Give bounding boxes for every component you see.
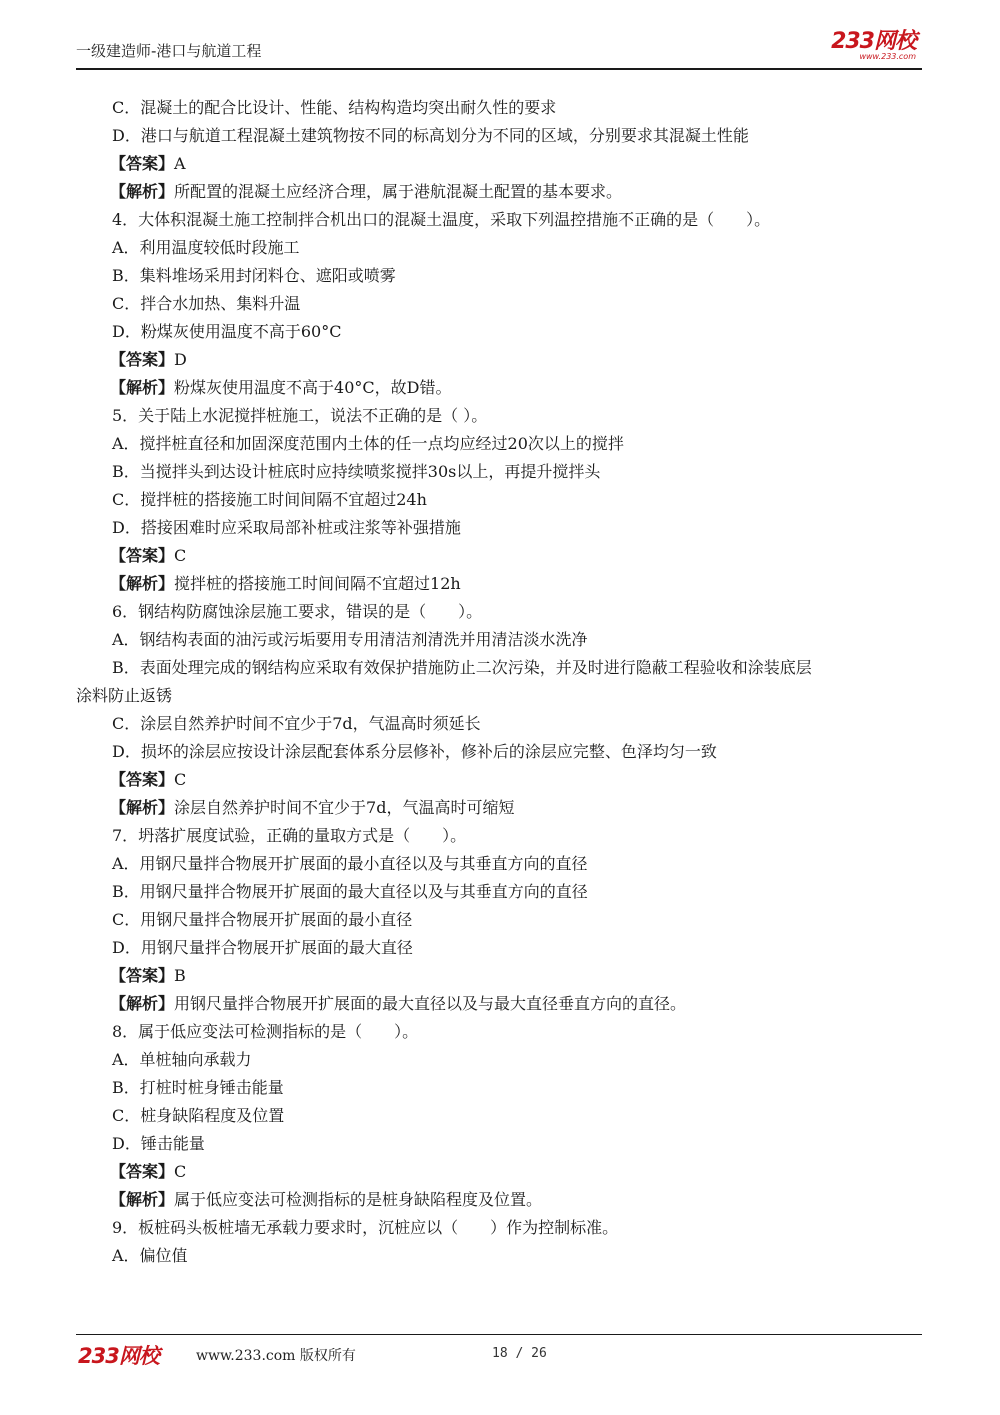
- option-line: [76, 1242, 926, 1270]
- explanation-line: [76, 570, 926, 598]
- option-line: [76, 934, 926, 962]
- line-text: A: [174, 154, 186, 173]
- line-text: D．损坏的涂层应按设计涂层配套体系分层修补，修补后的涂层应完整、色泽均匀一致: [112, 742, 717, 761]
- line-text: B．打桩时桩身锤击能量: [112, 1078, 284, 1097]
- line-text: A．钢结构表面的油污或污垢要用专用清洁剂清洗并用清洁淡水洗净: [112, 630, 588, 649]
- line-text: C．混凝土的配合比设计、性能、结构构造均突出耐久性的要求: [112, 98, 557, 117]
- line-text: C．桩身缺陷程度及位置: [112, 1106, 285, 1125]
- answer-line: [76, 346, 926, 374]
- line-text: D．粉煤灰使用温度不高于60°C: [112, 322, 342, 341]
- line-text: B．当搅拌头到达设计桩底时应持续喷浆搅拌30s以上，再提升搅拌头: [112, 462, 601, 481]
- option-line: [76, 318, 926, 346]
- answer-tag: 【答案】: [110, 350, 175, 369]
- question-line: [76, 1214, 926, 1242]
- logo-url: www.233.com: [859, 52, 916, 61]
- option-line: [76, 262, 926, 290]
- option-line: [76, 710, 926, 738]
- footer-divider: [76, 1334, 922, 1335]
- footer-logo: 233网校: [78, 1344, 159, 1368]
- question-line: [76, 402, 926, 430]
- option-line: [76, 878, 926, 906]
- question-line: [76, 206, 926, 234]
- option-continuation: [76, 682, 926, 710]
- answer-tag: 【答案】: [110, 154, 175, 173]
- line-text: C: [174, 546, 187, 565]
- answer-tag: 【答案】: [110, 770, 175, 789]
- answer-tag: 【解析】: [110, 1190, 175, 1209]
- line-text: B．表面处理完成的钢结构应采取有效保护措施防止二次污染，并及时进行隐蔽工程验收和涂装底层: [112, 658, 812, 677]
- explanation-line: [76, 374, 926, 402]
- answer-tag: 【答案】: [110, 546, 175, 565]
- answer-tag: 【解析】: [110, 378, 175, 397]
- option-line: [76, 738, 926, 766]
- option-line: [76, 1102, 926, 1130]
- line-text: 4．大体积混凝土施工控制拌合机出口的混凝土温度，采取下列温控措施不正确的是（ ）。: [112, 210, 771, 229]
- option-line: [76, 290, 926, 318]
- line-text: 8．属于低应变法可检测指标的是（ ）。: [112, 1022, 419, 1041]
- question-line: [76, 1018, 926, 1046]
- option-line: [76, 234, 926, 262]
- line-text: A．搅拌桩直径和加固深度范围内土体的任一点均应经过20次以上的搅拌: [112, 434, 624, 453]
- option-line: [76, 486, 926, 514]
- option-line: [76, 94, 926, 122]
- line-text: A．单桩轴向承载力: [112, 1050, 252, 1069]
- line-text: 所配置的混凝土应经济合理，属于港航混凝土配置的基本要求。: [174, 182, 623, 201]
- line-text: 涂层自然养护时间不宜少于7d，气温高时可缩短: [174, 798, 515, 817]
- line-text: 搅拌桩的搭接施工时间间隔不宜超过12h: [174, 574, 461, 593]
- answer-tag: 【答案】: [110, 1162, 175, 1181]
- line-text: 5．关于陆上水泥搅拌桩施工，说法不正确的是（ ）。: [112, 406, 488, 425]
- line-text: C．拌合水加热、集料升温: [112, 294, 301, 313]
- line-text: D: [174, 350, 187, 369]
- question-line: [76, 598, 926, 626]
- answer-line: [76, 150, 926, 178]
- option-line: [76, 514, 926, 542]
- line-text: D．搭接困难时应采取局部补桩或注浆等补强措施: [112, 518, 461, 537]
- line-text: C．用钢尺量拌合物展开扩展面的最小直径: [112, 910, 413, 929]
- option-line: [76, 1046, 926, 1074]
- option-line: [76, 850, 926, 878]
- line-text: 用钢尺量拌合物展开扩展面的最大直径以及与最大直径垂直方向的直径。: [174, 994, 687, 1013]
- line-text: 7．坍落扩展度试验，正确的量取方式是（ ）。: [112, 826, 467, 845]
- answer-tag: 【解析】: [110, 574, 175, 593]
- line-text: 涂料防止返锈: [76, 686, 173, 705]
- footer-copyright: www.233.com 版权所有: [196, 1348, 356, 1364]
- page-footer: [78, 1340, 924, 1370]
- option-line: [76, 430, 926, 458]
- option-line: [76, 654, 926, 682]
- line-text: A．偏位值: [112, 1246, 188, 1265]
- option-line: [76, 1074, 926, 1102]
- answer-tag: 【解析】: [110, 182, 175, 201]
- line-text: A．用钢尺量拌合物展开扩展面的最小直径以及与其垂直方向的直径: [112, 854, 588, 873]
- line-text: C．涂层自然养护时间不宜少于7d，气温高时须延长: [112, 714, 481, 733]
- answer-line: [76, 962, 926, 990]
- document-body: [76, 94, 926, 1270]
- line-text: B: [174, 966, 186, 985]
- line-text: C: [174, 770, 187, 789]
- line-text: D．用钢尺量拌合物展开扩展面的最大直径: [112, 938, 413, 957]
- line-text: C．搅拌桩的搭接施工时间间隔不宜超过24h: [112, 490, 427, 509]
- question-line: [76, 822, 926, 850]
- explanation-line: [76, 990, 926, 1018]
- answer-tag: 【答案】: [110, 966, 175, 985]
- answer-tag: 【解析】: [110, 798, 175, 817]
- line-text: 9．板桩码头板桩墙无承载力要求时，沉桩应以（ ）作为控制标准。: [112, 1218, 619, 1237]
- page-header: [76, 30, 922, 68]
- document-title: 一级建造师-港口与航道工程: [76, 42, 262, 60]
- page-number: 18 / 26: [492, 1346, 547, 1361]
- line-text: A．利用温度较低时段施工: [112, 238, 300, 257]
- line-text: 属于低应变法可检测指标的是桩身缺陷程度及位置。: [174, 1190, 543, 1209]
- logo-text: 233网校: [831, 29, 916, 54]
- answer-line: [76, 766, 926, 794]
- line-text: D．锤击能量: [112, 1134, 205, 1153]
- answer-line: [76, 542, 926, 570]
- line-text: 6．钢结构防腐蚀涂层施工要求，错误的是（ ）。: [112, 602, 483, 621]
- line-text: 粉煤灰使用温度不高于40°C，故D错。: [174, 378, 452, 397]
- option-line: [76, 122, 926, 150]
- explanation-line: [76, 1186, 926, 1214]
- header-divider: [76, 68, 922, 70]
- answer-tag: 【解析】: [110, 994, 175, 1013]
- line-text: C: [174, 1162, 187, 1181]
- option-line: [76, 626, 926, 654]
- line-text: D．港口与航道工程混凝土建筑物按不同的标高划分为不同的区域，分别要求其混凝土性能: [112, 126, 749, 145]
- option-line: [76, 458, 926, 486]
- answer-line: [76, 1158, 926, 1186]
- brand-logo: [831, 30, 916, 61]
- line-text: B．集料堆场采用封闭料仓、遮阳或喷雾: [112, 266, 396, 285]
- option-line: [76, 1130, 926, 1158]
- explanation-line: [76, 178, 926, 206]
- option-line: [76, 906, 926, 934]
- explanation-line: [76, 794, 926, 822]
- line-text: B．用钢尺量拌合物展开扩展面的最大直径以及与其垂直方向的直径: [112, 882, 588, 901]
